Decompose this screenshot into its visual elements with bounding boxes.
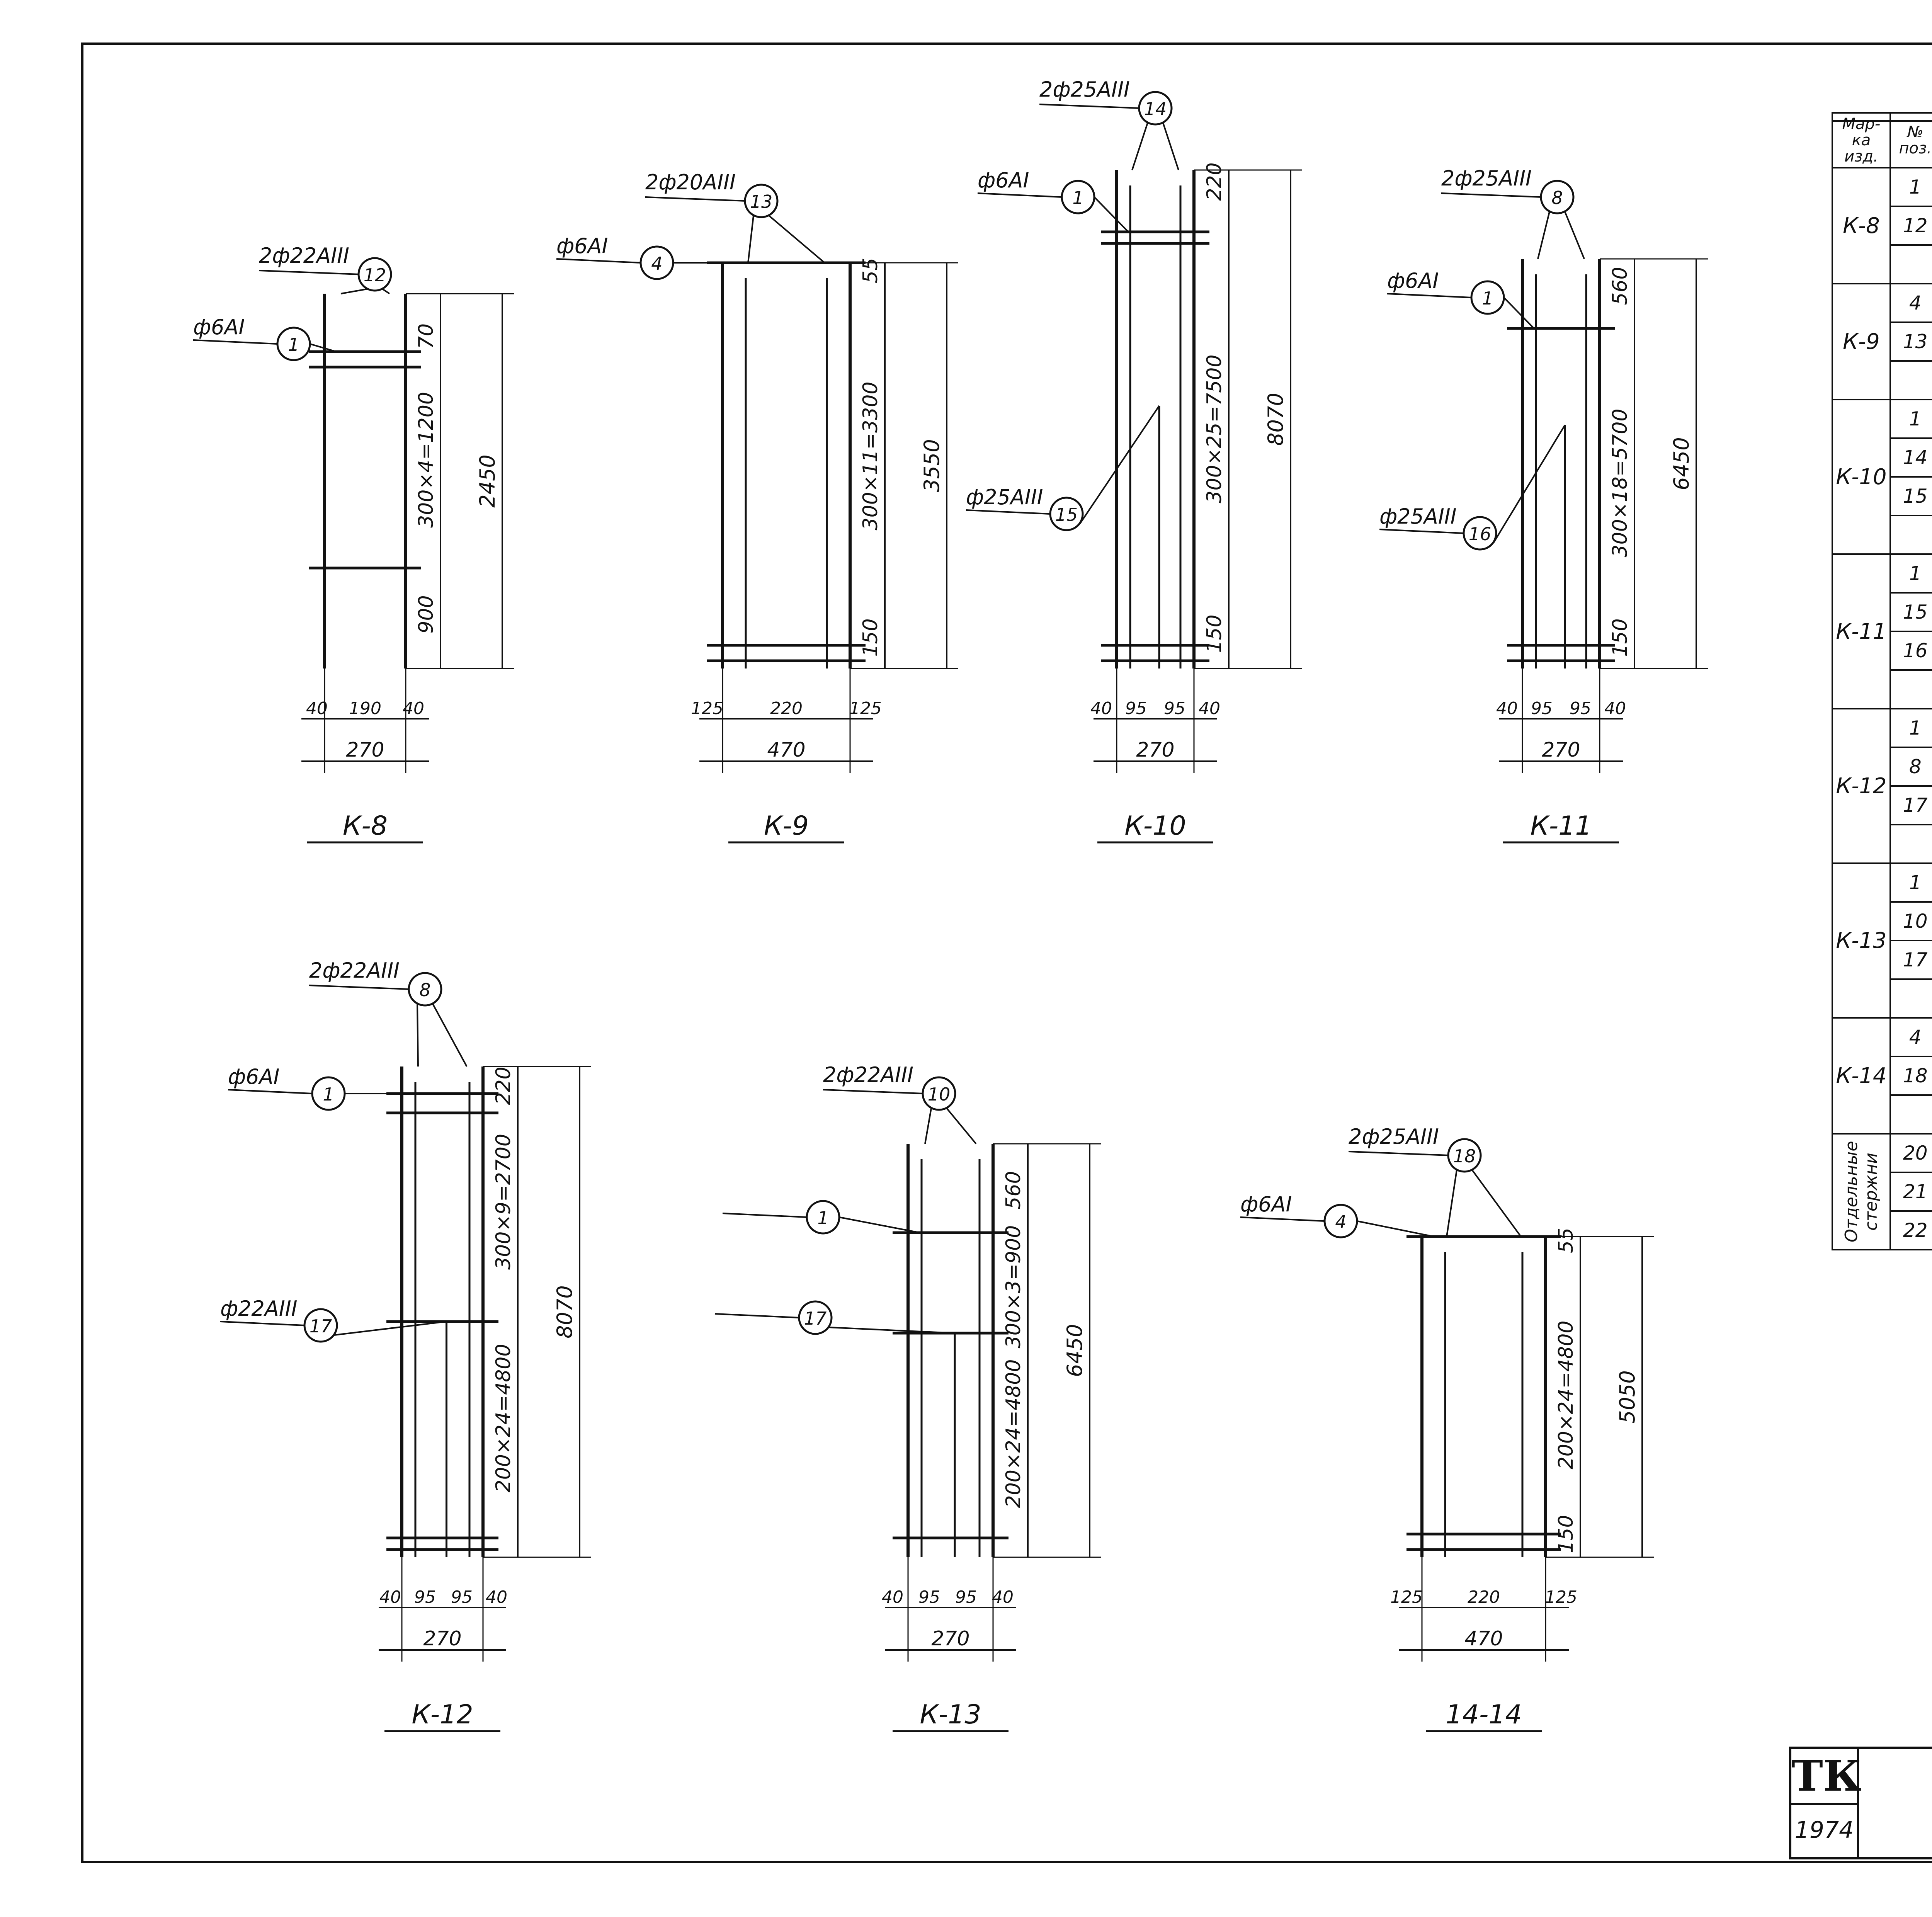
cell-pos: 1: [1890, 400, 1932, 438]
dimension-text: 95: [955, 1587, 977, 1607]
dimension-text: 900: [415, 595, 438, 634]
leader-line: [220, 1322, 304, 1325]
leader-line: [966, 510, 1050, 514]
dimension-text: 40: [1496, 699, 1518, 718]
tie-position-number: 4: [1335, 1211, 1347, 1232]
cell-pos: 12: [1890, 206, 1932, 245]
leader-line: [769, 216, 825, 263]
dimension-text: 5050: [1615, 1370, 1639, 1424]
leader-line: [829, 1327, 955, 1333]
dimension-text: 200×24=4800: [492, 1344, 515, 1493]
dimension-text: 95: [918, 1587, 940, 1607]
cell-mark: Отдельные стержни: [1832, 1134, 1890, 1250]
dimension-text: 125: [1390, 1587, 1423, 1607]
dimension-text: 8070: [1264, 393, 1288, 446]
leader-line: [1240, 1217, 1325, 1221]
cell-pos: 1: [1890, 554, 1932, 593]
tie-position-number: 1: [1482, 288, 1493, 309]
dimension-text: 300×4=1200: [415, 392, 438, 528]
cell-blank: [1890, 979, 1932, 1018]
cell-blank: [1890, 361, 1932, 400]
cage-drawings: [81, 43, 1859, 1897]
dimension-text: 125: [1545, 1587, 1577, 1607]
dimension-text: 560: [1609, 267, 1632, 305]
leader-line: [723, 1213, 807, 1217]
bar-mark-label: 2ф22AIII: [823, 1063, 913, 1087]
dimension-text: 220: [492, 1067, 515, 1105]
dimension-text: 95: [451, 1587, 473, 1607]
dimension-text: 125: [849, 699, 882, 718]
dimension-text: 300×3=900: [1002, 1225, 1025, 1349]
leader-line: [1094, 197, 1128, 232]
dimension-text: 95: [1125, 699, 1147, 718]
cell-mark: К-13: [1832, 863, 1890, 1018]
dimension-text: 150: [859, 618, 882, 657]
bar-position-number: 10: [927, 1084, 951, 1105]
tie-mark-label: ф6AI: [556, 234, 608, 258]
leader-line: [1163, 123, 1179, 170]
cell-pos: 1: [1890, 168, 1932, 206]
leader-line: [383, 289, 389, 294]
cell-pos: 1: [1890, 709, 1932, 747]
dimension-text: 40: [992, 1587, 1014, 1607]
tie-mark-label: ф6AI: [228, 1065, 280, 1089]
leader-line: [228, 1090, 312, 1094]
cage-caption: К-11: [1530, 811, 1592, 841]
cell-pos: 15: [1890, 477, 1932, 515]
dimension-text: 560: [1002, 1171, 1025, 1209]
dimension-text: 40: [1604, 699, 1626, 718]
leader-line: [556, 259, 641, 263]
dimension-text: 8070: [553, 1285, 577, 1339]
dimension-text: 95: [414, 1587, 436, 1607]
dimension-text: 270: [931, 1627, 970, 1650]
leader-line: [1039, 104, 1140, 108]
dimension-text: 40: [882, 1587, 903, 1607]
dimension-text: 220: [770, 699, 803, 718]
tie-position-number: 1: [323, 1084, 334, 1105]
dimension-text: 150: [1203, 614, 1226, 653]
dimension-text: 270: [423, 1627, 462, 1650]
cage-caption: К-9: [764, 811, 809, 841]
leader-line: [309, 985, 410, 989]
leader-line: [417, 1004, 418, 1067]
dimension-text: 300×25=7500: [1203, 354, 1226, 503]
dimension-text: 270: [1136, 738, 1175, 762]
cell-pos: 17: [1890, 941, 1932, 979]
cell-pos: 8: [1890, 747, 1932, 786]
cell-blank: [1890, 515, 1932, 554]
drawing-text-layer: [193, 77, 1694, 1730]
bar-mark-label: 2ф22AIII: [259, 243, 349, 268]
cage-caption: К-13: [920, 1699, 981, 1730]
leader-line: [1565, 212, 1584, 259]
leader-line: [1379, 529, 1464, 533]
header-pos: № поз.: [1890, 113, 1932, 168]
dimension-text: 150: [1554, 1515, 1578, 1553]
dimension-text: 95: [1570, 699, 1591, 718]
leader-line: [1538, 212, 1549, 259]
leader-line: [947, 1108, 976, 1144]
dimension-text: 6450: [1669, 437, 1694, 490]
cell-blank: [1890, 245, 1932, 284]
dimension-text: 200×24=4800: [1554, 1320, 1578, 1470]
bar-mark-label: 2ф25AIII: [1441, 166, 1532, 191]
cell-blank: [1890, 670, 1932, 709]
tie-mark-label: ф6AI: [978, 168, 1029, 192]
leader-line: [1504, 298, 1534, 328]
leader-line: [1387, 294, 1471, 298]
cell-pos: 17: [1890, 786, 1932, 825]
dimension-text: 95: [1531, 699, 1553, 718]
bar-mark-label: 2ф20AIII: [645, 170, 736, 194]
cage-caption: К-12: [412, 1699, 473, 1730]
bar-position-number: 12: [363, 265, 386, 286]
bar2-position-number: 15: [1055, 504, 1078, 525]
cage-caption: К-8: [342, 811, 388, 841]
cell-pos: 22: [1890, 1211, 1932, 1250]
leader-line: [978, 193, 1062, 197]
cell-mark: К-10: [1832, 400, 1890, 554]
dimension-text: 40: [1090, 699, 1112, 718]
bar-position-number: 18: [1453, 1146, 1476, 1167]
tie-mark-label: ф6AI: [1240, 1192, 1292, 1216]
leader-line: [1472, 1170, 1521, 1237]
leader-line: [1441, 193, 1542, 197]
cell-pos: 15: [1890, 593, 1932, 631]
dimension-text: 150: [1609, 618, 1632, 657]
dimension-text: 40: [379, 1587, 401, 1607]
leader-line: [823, 1090, 923, 1094]
dimension-text: 470: [1464, 1627, 1503, 1650]
bar-position-number: 14: [1144, 99, 1167, 119]
dimension-text: 6450: [1063, 1324, 1087, 1377]
dimension-text: 470: [767, 738, 806, 762]
cell-pos: 14: [1890, 438, 1932, 477]
bar2-position-number: 17: [309, 1316, 332, 1337]
dimension-text: 220: [1203, 162, 1226, 201]
bar2-mark-label: ф22AIII: [220, 1296, 298, 1321]
leader-line: [1132, 123, 1148, 170]
leader-line: [334, 1322, 447, 1335]
tie-mark-label: ф6AI: [193, 315, 245, 339]
bar2-mark-label: ф25AIII: [1379, 504, 1457, 529]
dimension-text: 70: [415, 323, 438, 349]
dimension-text: 300×11=3300: [859, 381, 882, 531]
dimension-text: 125: [691, 699, 723, 718]
dimension-text: 3550: [920, 439, 944, 492]
leader-line: [1080, 406, 1159, 524]
cell-mark: К-8: [1832, 168, 1890, 284]
dimension-text: 40: [1199, 699, 1220, 718]
dimension-text: 95: [1164, 699, 1185, 718]
cell-blank: [1890, 825, 1932, 863]
bar-position-number: 13: [750, 191, 773, 212]
dimension-text: 2450: [475, 454, 500, 508]
cell-pos: 20: [1890, 1134, 1932, 1172]
bar-position-number: 8: [419, 980, 431, 1000]
bar2-position-number: 16: [1468, 524, 1492, 544]
dimension-text: 270: [1542, 738, 1580, 762]
tie-position-number: 1: [288, 334, 299, 355]
leader-line: [715, 1314, 799, 1318]
leader-line: [193, 340, 277, 344]
cell-pos: 18: [1890, 1056, 1932, 1095]
leader-line: [433, 1004, 467, 1067]
dimension-text: 220: [1468, 1587, 1500, 1607]
bar2-mark-label: ф25AIII: [966, 485, 1043, 509]
cell-mark: К-12: [1832, 709, 1890, 863]
leader-line: [925, 1108, 931, 1144]
cell-pos: 16: [1890, 631, 1932, 670]
leader-line: [1493, 425, 1565, 543]
organization-logo: ТК: [1791, 1749, 1859, 1805]
stamp-year: 1974: [1791, 1803, 1859, 1857]
tie-position-number: 1: [817, 1208, 829, 1228]
dimension-text: 200×24=4800: [1002, 1359, 1025, 1508]
cell-pos: 4: [1890, 284, 1932, 322]
leader-line: [645, 197, 746, 201]
bar-mark-label: 2ф25AIII: [1039, 77, 1130, 102]
tie-position-number: 1: [1072, 187, 1084, 208]
bar-position-number: 8: [1551, 187, 1563, 208]
cell-pos: 13: [1890, 322, 1932, 361]
dimension-text: 40: [486, 1587, 507, 1607]
leader-line: [1447, 1170, 1457, 1237]
cell-pos: 21: [1890, 1172, 1932, 1211]
cage-caption: 14-14: [1446, 1699, 1522, 1730]
dimension-text: 190: [349, 699, 381, 718]
bar2-position-number: 17: [804, 1308, 827, 1329]
dimension-text: 40: [403, 699, 424, 718]
dimension-text: 55: [859, 257, 882, 284]
leader-line: [1349, 1152, 1449, 1155]
dimension-text: 55: [1554, 1227, 1578, 1254]
cell-mark: К-9: [1832, 284, 1890, 400]
dimension-text: 270: [346, 738, 384, 762]
cell-mark: К-14: [1832, 1018, 1890, 1134]
dimension-text: 300×18=5700: [1609, 408, 1632, 558]
cage-caption: К-10: [1124, 811, 1186, 841]
tie-position-number: 4: [651, 253, 663, 274]
bar-mark-label: 2ф25AIII: [1349, 1124, 1439, 1149]
cell-pos: 4: [1890, 1018, 1932, 1056]
leader-line: [341, 289, 367, 294]
leader-line: [259, 270, 359, 274]
cell-mark: К-11: [1832, 554, 1890, 709]
dimension-text: 40: [306, 699, 328, 718]
leader-line: [748, 216, 753, 263]
leader-line: [1357, 1221, 1434, 1237]
tie-mark-label: ф6AI: [1387, 269, 1439, 293]
cell-blank: [1890, 1095, 1932, 1134]
bar-mark-label: 2ф22AIII: [309, 958, 400, 983]
cell-pos: 10: [1890, 902, 1932, 941]
cell-pos: 1: [1890, 863, 1932, 902]
header-mark: Мар-ка изд.: [1832, 113, 1890, 168]
dimension-text: 300×9=2700: [492, 1134, 515, 1270]
